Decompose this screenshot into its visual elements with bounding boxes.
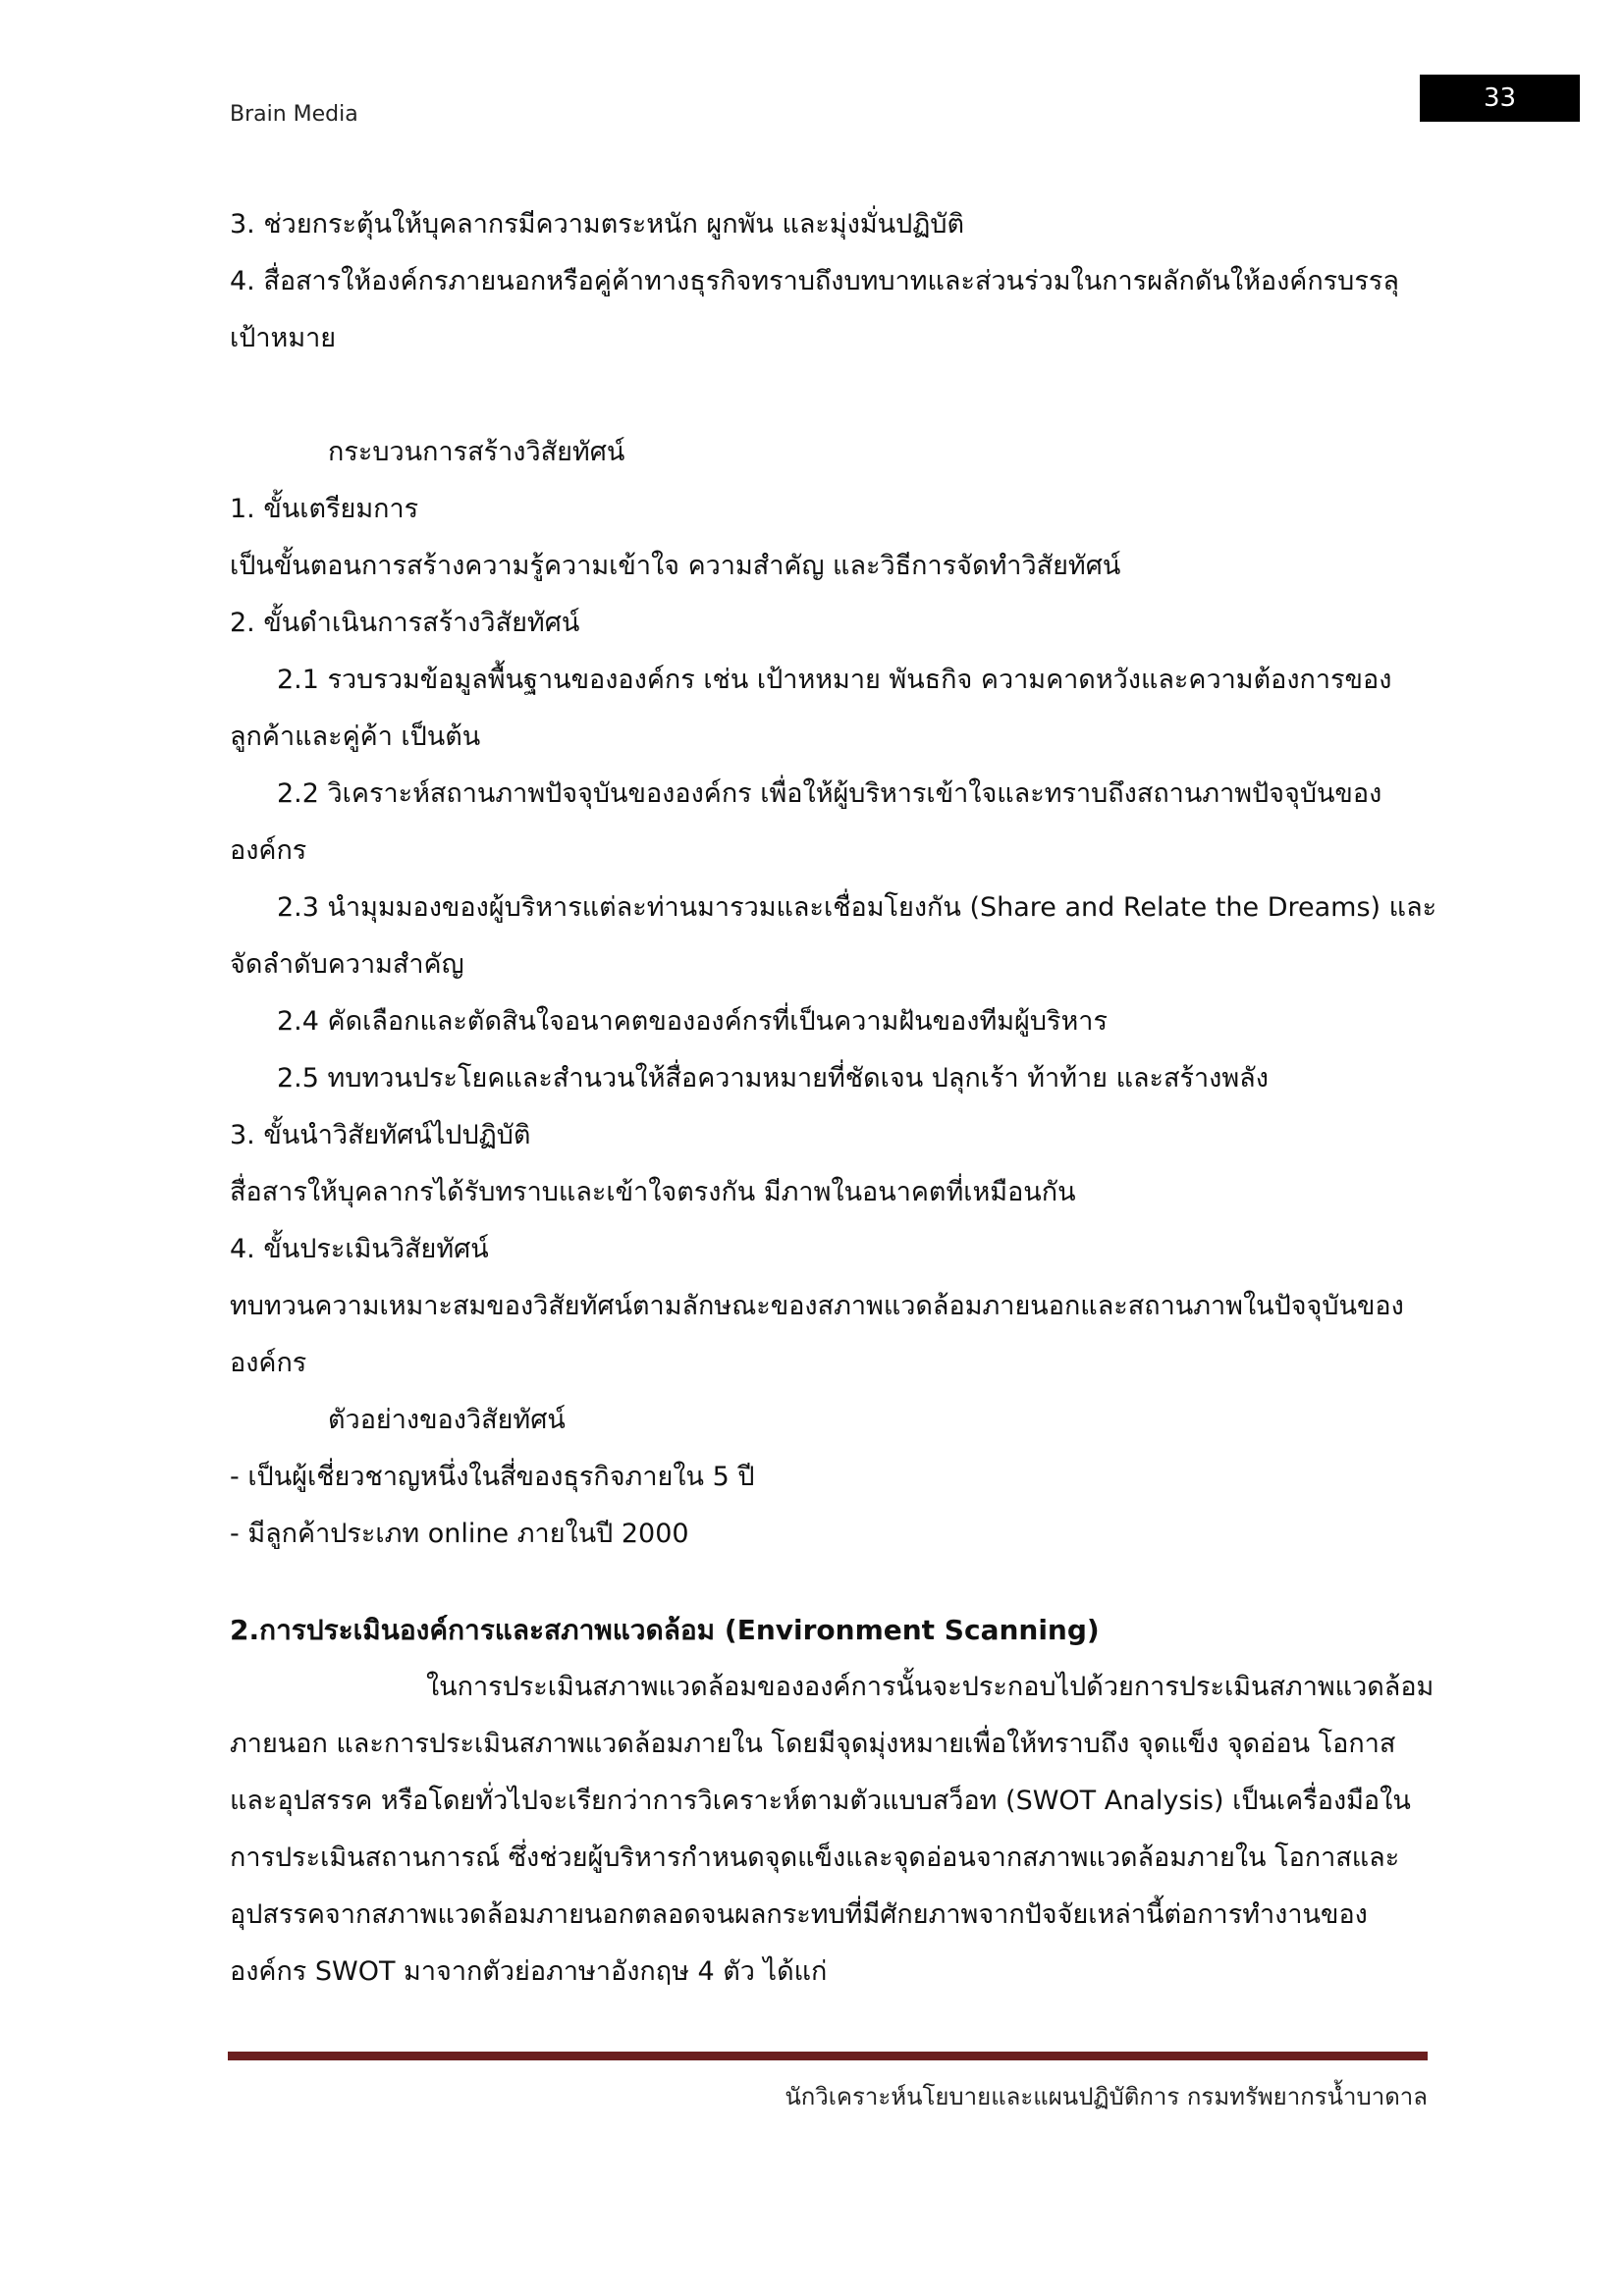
step-title: 1. ขั้นเตรียมการ	[230, 494, 419, 524]
sub-step: 2.2 วิเคราะห์สถานภาพปัจจุบันขององค์กร เพื่อให้ผู้บริหารเข้าใจและทราบถึงสถานภาพปัจจุบันขององค์กร	[230, 778, 1382, 866]
section-title: 2.การประเมินองค์การและสภาพแวดล้อม (Environment Scanning)	[230, 1614, 1100, 1646]
running-header: Brain Media	[230, 102, 358, 127]
step-title: 3. ขั้นนำวิสัยทัศน์ไปปฏิบัติ	[230, 1120, 531, 1150]
step-description: ทบทวนความเหมาะสมของวิสัยทัศน์ตามลักษณะของสภาพแวดล้อมภายนอกและสถานภาพในปัจจุบันขององค์กร	[230, 1291, 1404, 1378]
step-title: 4. ขั้นประเมินวิสัยทัศน์	[230, 1234, 489, 1264]
step-description: สื่อสารให้บุคลากรได้รับทราบและเข้าใจตรงกัน มีภาพในอนาคตที่เหมือนกัน	[230, 1177, 1076, 1207]
sub-step: 2.5 ทบทวนประโยคและสำนวนให้สื่อความหมายที่ชัดเจน ปลุกเร้า ท้าท้าย และสร้างพลัง	[277, 1063, 1269, 1094]
list-item: 3. ช่วยกระตุ้นให้บุคลากรมีความตระหนัก ผูกพัน และมุ่งมั่นปฏิบัติ	[230, 209, 965, 240]
document-body	[230, 196, 1437, 2001]
example-item: - เป็นผู้เชี่ยวชาญหนึ่งในสี่ของธุรกิจภายใน 5 ปี	[230, 1462, 755, 1492]
page-number: 33	[1420, 75, 1580, 122]
footer-divider	[228, 2052, 1428, 2060]
spacer	[230, 367, 1437, 424]
example-heading: ตัวอย่างของวิสัยทัศน์	[328, 1405, 566, 1435]
footer-text: นักวิเคราะห์นโยบายและแผนปฏิบัติการ กรมทรัพยากรน้ำบาดาล	[785, 2083, 1428, 2110]
step-title: 2. ขั้นดำเนินการสร้างวิสัยทัศน์	[230, 608, 580, 638]
section-paragraph: ในการประเมินสภาพแวดล้อมขององค์การนั้นจะประกอบไปด้วยการประเมินสภาพแวดล้อมภายนอก และการประเมินสภาพแวดล้อมภายใน โดยมีจุดมุ่งหมายเพื่อให้ทราบถึง จุดแข็ง จุดอ่อน โอกาส และอุปสรรค หรือโดยทั่วไปจะเรียกว่าการวิเคราะห์ตามตัวแบบสว็อท (SWOT Analysis) เป็นเครื่องมือในการประเมินสถานการณ์ ซึ่งช่วยผู้บริหารกำหนดจุดแข็งและจุดอ่อนจากสภาพแวดล้อมภายใน โอกาสและอุปสรรคจากสภาพแวดล้อมภายนอกตลอดจนผลกระทบที่มีศักยภาพจากปัจจัยเหล่านี้ต่อการทำงานขององค์กร SWOT มาจากตัวย่อภาษาอังกฤษ 4 ตัว ได้แก่	[230, 1672, 1435, 1987]
sub-step: 2.4 คัดเลือกและตัดสินใจอนาคตขององค์กรที่เป็นความฝันของทีมผู้บริหาร	[277, 1006, 1108, 1037]
example-item: - มีลูกค้าประเภท online ภายในปี 2000	[230, 1519, 689, 1549]
sub-step: 2.3 นำมุมมองของผู้บริหารแต่ละท่านมารวมและเชื่อมโยงกัน (Share and Relate the Dreams) และจัดลำดับความสำคัญ	[230, 892, 1437, 980]
section-heading: กระบวนการสร้างวิสัยทัศน์	[328, 437, 625, 467]
step-description: เป็นขั้นตอนการสร้างความรู้ความเข้าใจ ความสำคัญ และวิธีการจัดทำวิสัยทัศน์	[230, 551, 1121, 581]
sub-step: 2.1 รวบรวมข้อมูลพื้นฐานขององค์กร เช่น เป้าหหมาย พันธกิจ ความคาดหวังและความต้องการของลูกค้าและคู่ค้า เป็นต้น	[230, 665, 1392, 752]
spacer	[230, 1563, 1437, 1602]
list-item: 4. สื่อสารให้องค์กรภายนอกหรือคู่ค้าทางธุรกิจทราบถึงบทบาทและส่วนร่วมในการผลักดันให้องค์กรบรรลุเป้าหมาย	[230, 266, 1399, 353]
